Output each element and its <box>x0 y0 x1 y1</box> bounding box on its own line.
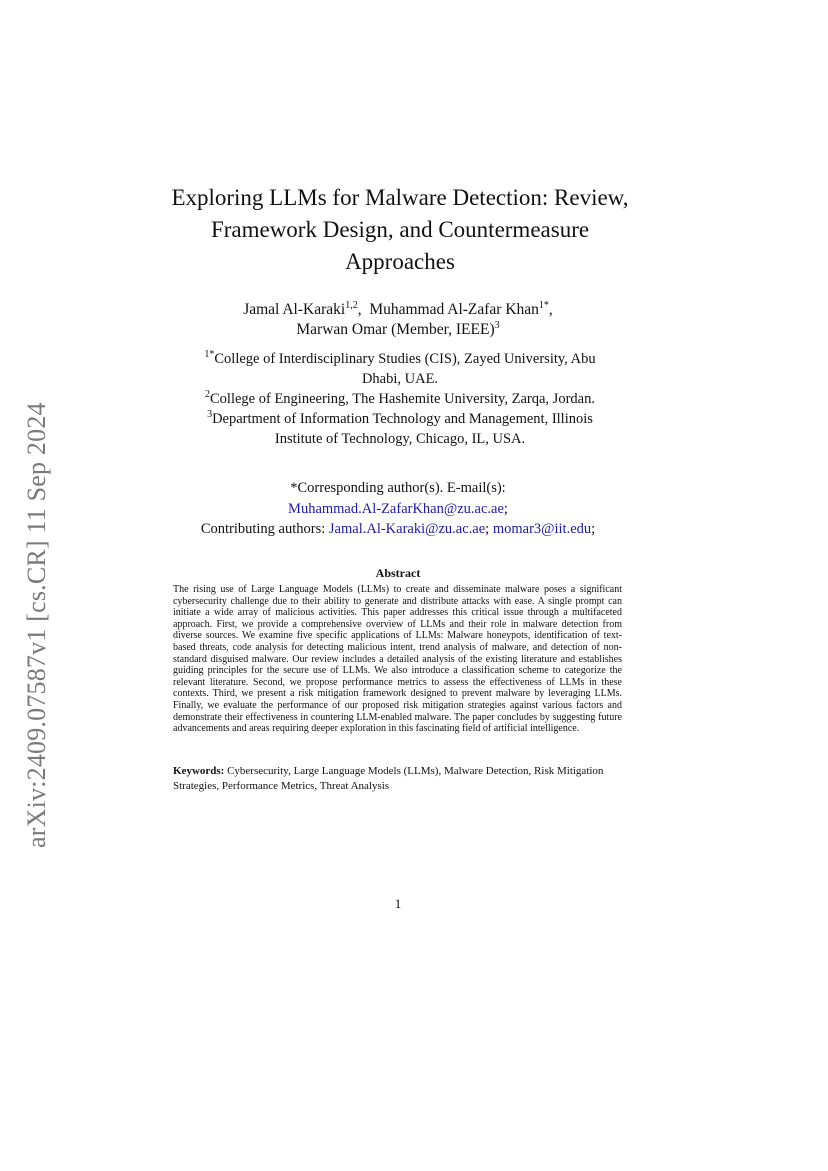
corresponding-email-semicolon: ; <box>503 500 508 517</box>
author-name-3: Marwan Omar (Member, IEEE) <box>296 321 495 338</box>
corresponding-author-label: *Corresponding author(s). E-mail(s): <box>290 480 506 496</box>
affiliation-2-line-1 <box>165 389 635 409</box>
abstract-heading: Abstract <box>375 566 421 580</box>
affiliation-3-line-2: Institute of Technology, Chicago, IL, USA. <box>274 431 526 447</box>
author-line-2 <box>150 320 646 340</box>
affiliation-1-line-2: Dhabi, UAE. <box>361 371 439 387</box>
author-name-2: Muhammad Al-Zafar Khan <box>369 301 539 318</box>
author-line-1 <box>150 300 646 320</box>
contributing-email-end: ; <box>591 521 596 537</box>
page-number: 1 <box>394 896 402 911</box>
author-3-affiliation-mark: 3 <box>494 319 500 331</box>
affiliation-list <box>165 349 635 449</box>
contributing-email-separator: ; <box>485 521 493 537</box>
author-list <box>150 300 646 340</box>
paper-title <box>150 182 650 278</box>
affiliation-3-line-1 <box>165 409 635 429</box>
contributing-authors-line <box>150 519 646 540</box>
affiliation-2-text: College of Engineering, The Hashemite University, Zarqa, Jordan. <box>210 391 595 407</box>
title-line-3: Approaches <box>345 249 455 274</box>
author-name-1: Jamal Al-Karaki <box>243 301 346 318</box>
correspondence-block <box>150 478 646 540</box>
contributing-authors-label: Contributing authors: <box>200 521 329 537</box>
corresponding-author-email-link[interactable]: Muhammad.Al-ZafarKhan@zu.ac.ae <box>288 500 504 517</box>
arxiv-identifier-text: arXiv:2409.07587v1 [cs.CR] 11 Sep 2024 <box>22 402 51 848</box>
affiliation-1-line-1 <box>165 349 635 369</box>
title-line-2: Framework Design, and Countermeasure <box>210 217 590 242</box>
contributing-author-email-link-1[interactable]: Jamal.Al-Karaki@zu.ac.ae <box>328 521 486 537</box>
affiliation-1-mark: 1* <box>204 349 215 361</box>
keywords-text: Cybersecurity, Large Language Models (LLMs), Malware Detection, Risk Mitigation Strategies, Performance Metrics, Threat Analysis <box>173 765 604 792</box>
author-2-affiliation-mark: 1* <box>538 299 549 311</box>
affiliation-3-text: Department of Information Technology and Management, Illinois <box>212 411 593 427</box>
corresponding-email-line <box>150 499 646 520</box>
affiliation-3-mark: 3 <box>207 409 213 421</box>
affiliation-2-mark: 2 <box>205 389 211 401</box>
author-separator: , <box>548 301 553 318</box>
affiliation-1-text: College of Interdisciplinary Studies (CIS), Zayed University, Abu <box>214 351 596 367</box>
keywords-block <box>173 764 622 793</box>
author-separator: , <box>357 301 370 318</box>
keywords-label: Keywords: <box>173 765 225 777</box>
contributing-author-email-link-2[interactable]: momar3@iit.edu <box>492 521 592 537</box>
title-line-1: Exploring LLMs for Malware Detection: Review, <box>171 185 629 210</box>
abstract-text: The rising use of Large Language Models (LLMs) to create and disseminate malware poses a significant cybersecurity challenge due to their ability to generate and distribute attacks with ease. A single prompt can initiate a wide array of malicious activities. This paper addresses this critical issue through a multifaceted approach. First, we provide a comprehensive overview of LLMs and their role in malware detection from diverse sources. We examine five specific applications of LLMs: Malware honeypots, identification of text-based threats, code analysis for detecting malicious intent, trend analysis of malware, and detection of non-standard disguised malware. Our review includes a detailed analysis of the existing literature and establishes guiding principles for the secure use of LLMs. We also introduce a classification scheme to categorize the relevant literature. Second, we propose performance metrics to assess the effectiveness of LLMs in these contexts. Third, we present a risk mitigation framework designed to prevent malware by leveraging LLMs. Finally, we evaluate the performance of our proposed risk mitigation strategies against various factors and demonstrate their effectiveness in countering LLM-enabled malware. The paper concludes by suggesting future advancements and areas requiring deeper exploration in this fascinating field of artificial intelligence. <box>173 584 622 735</box>
author-1-affiliation-mark: 1,2 <box>345 299 358 311</box>
